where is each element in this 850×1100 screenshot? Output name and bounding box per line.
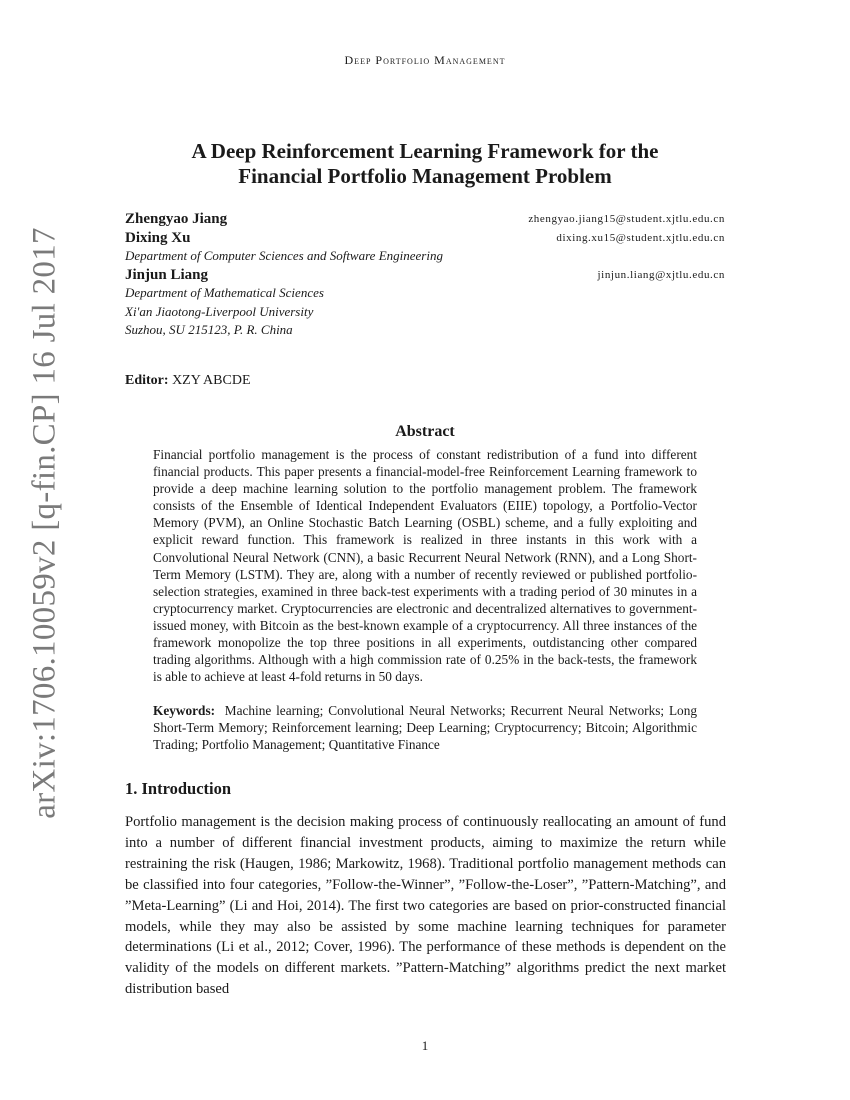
page-number: 1 xyxy=(421,1038,429,1053)
author-name: Zhengyao Jiang xyxy=(125,211,228,227)
editor-label: Editor: xyxy=(125,373,169,388)
title-line-2: Financial Portfolio Management Problem xyxy=(238,164,612,188)
arxiv-stamp[interactable]: arXiv:1706.10059v2 [q-fin.CP] 16 Jul 2017 xyxy=(26,227,63,819)
author-email[interactable]: jinjun.liang@xjtlu.edu.cn xyxy=(597,268,725,281)
author-email[interactable]: zhengyao.jiang15@student.xjtlu.edu.cn xyxy=(528,213,725,225)
author-row-3 xyxy=(125,266,725,285)
author-row-2 xyxy=(125,229,725,248)
affiliation: Department of Computer Sciences and Software Engineering xyxy=(125,248,443,263)
paper-title xyxy=(100,139,750,189)
author-block xyxy=(125,210,725,340)
author-name: Dixing Xu xyxy=(125,229,191,246)
editor-name: XZY ABCDE xyxy=(172,373,251,388)
keywords-text: Machine learning; Convolutional Neural Networks; Recurrent Neural Networks; Long Short-Term Memory; Reinforcement learning; Deep Learning; Cryptocurrency; Bitcoin; Algorithmic Trading; Portfolio Management; Quantitative Finance xyxy=(153,703,698,753)
abstract-text: Financial portfolio management is the process of constant redistribution of a fund into different financial products. This paper presents a financial-model-free Reinforcement Learning framework to provide a deep machine learning solution to the portfolio management problem. The framework consists of the Ensemble of Identical Independent Evaluators (EIIE) topology, a Portfolio-Vector Memory (PVM), an Online Stochastic Batch Learning (OSBL) scheme, and a fully exploiting and explicit reward function. This framework is realized in three instants in this work with a Convolutional Neural Network (CNN), a basic Recurrent Neural Network (RNN), and a Long Short-Term Memory (LSTM). They are, along with a number of recently reviewed or published portfolio-selection strategies, examined in three back-test experiments with a trading period of 30 minutes in a cryptocurrency market. Cryptocurrencies are electronic and decentralized alternatives to government-issued money, with Bitcoin as the best-known example of a cryptocurrency. All three instances of the framework monopolize the top three positions in all experiments, outdistancing other compared trading algorithms. Although with a high commission rate of 0.25% in the back-tests, the framework is able to achieve at least 4-fold returns in 50 days. xyxy=(153,447,697,685)
running-head: Deep Portfolio Management xyxy=(344,53,506,67)
keywords-label: Keywords: xyxy=(153,703,216,718)
affiliation: Suzhou, SU 215123, P. R. China xyxy=(125,322,293,337)
affiliation: Xi'an Jiaotong-Liverpool University xyxy=(125,303,314,319)
affiliation: Department of Mathematical Sciences xyxy=(125,285,324,300)
title-line-1: A Deep Reinforcement Learning Framework for the xyxy=(191,139,659,163)
keywords xyxy=(153,702,697,753)
author-name: Jinjun Liang xyxy=(125,266,208,283)
editor-line xyxy=(125,373,251,389)
author-email[interactable]: dixing.xu15@student.xjtlu.edu.cn xyxy=(556,231,725,244)
author-row-1 xyxy=(125,210,725,229)
intro-paragraph: Portfolio management is the decision making process of continuously reallocating an amount of fund into a number of different financial investment products, aiming to maximize the return while restraining the risk (Haugen, 1986; Markowitz, 1968). Traditional portfolio management methods can be classified into four categories, ”Follow-the-Winner”, ”Follow-the-Loser”, ”Pattern-Matching”, and ”Meta-Learning” (Li and Hoi, 2014). The first two categories are based on prior-constructed financial models, while they may also be assisted by some machine learning techniques for parameter determinations (Li et al., 2012; Cover, 1996). The performance of these methods is dependent on the validity of the models on different markets. ”Pattern-Matching” algorithms predict the next market distribution based xyxy=(125,814,726,998)
section-heading: 1. Introduction xyxy=(125,779,232,798)
abstract-heading: Abstract xyxy=(395,423,455,440)
